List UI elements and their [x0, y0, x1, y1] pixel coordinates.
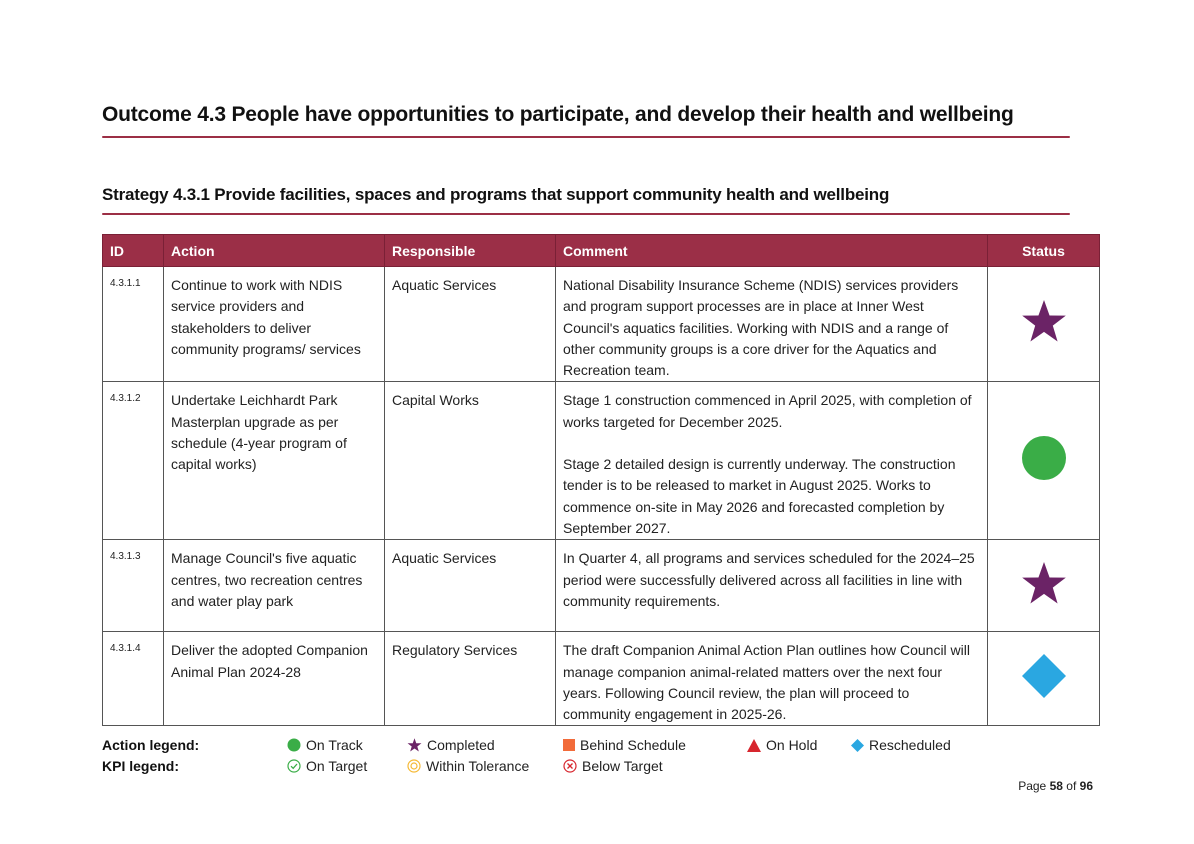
paragraph-spacer — [563, 433, 980, 454]
actions-table — [102, 234, 1100, 726]
diamond-icon — [1021, 653, 1067, 699]
legend-behind-schedule — [563, 737, 686, 753]
legend-rescheduled — [851, 737, 951, 753]
circle-icon — [287, 738, 301, 752]
star-icon — [1021, 299, 1067, 343]
header-id: ID — [103, 235, 164, 267]
strategy-title: Strategy 4.3.1 Provide facilities, spaces and programs that support community health and wellbeing — [102, 185, 890, 204]
header-responsible: Responsible — [385, 235, 556, 267]
row-responsible: Capital Works — [385, 382, 556, 540]
comment-paragraph: National Disability Insurance Scheme (NDIS) services providers and program support processes are in place at Inner West Council's aquatics facilities. Working with NDIS and a range of other community groups is a core driver for the Aquatics and Recreation team. — [563, 277, 959, 379]
row-comment — [556, 382, 988, 540]
diamond-icon — [851, 739, 864, 752]
check-circle-icon — [287, 759, 301, 773]
circle-icon — [1021, 435, 1067, 481]
strategy-title-rule — [102, 213, 1070, 215]
square-icon — [563, 739, 575, 751]
legend-within-tolerance — [407, 758, 529, 774]
page-number — [1018, 779, 1093, 793]
row-status — [988, 382, 1100, 540]
legend-completed — [407, 737, 495, 753]
row-responsible: Aquatic Services — [385, 267, 556, 382]
comment-paragraph: In Quarter 4, all programs and services scheduled for the 2024–25 period were successfully delivered across all facilities in line with community requirements. — [563, 550, 975, 609]
legend-label: Behind Schedule — [580, 737, 686, 753]
page-of: of — [1066, 779, 1077, 793]
target-circle-icon — [407, 759, 421, 773]
row-responsible: Aquatic Services — [385, 540, 556, 632]
row-status — [988, 267, 1100, 382]
kpi-legend — [102, 758, 1002, 778]
legend-label: Within Tolerance — [426, 758, 530, 774]
star-icon — [407, 738, 422, 752]
legend-on-hold — [747, 737, 817, 753]
row-action: Undertake Leichhardt Park Masterplan upgrade as per schedule (4-year program of capital works) — [164, 382, 385, 540]
comment-paragraph: Stage 1 construction commenced in April 2025, with completion of works targeted for December 2025. — [563, 392, 972, 430]
row-id: 4.3.1.1 — [103, 267, 164, 382]
row-id: 4.3.1.3 — [103, 540, 164, 632]
row-id: 4.3.1.4 — [103, 632, 164, 726]
row-responsible: Regulatory Services — [385, 632, 556, 726]
legend-label: Rescheduled — [869, 737, 951, 753]
table-row — [103, 540, 1100, 632]
legend-label: On Track — [306, 737, 363, 753]
row-action: Continue to work with NDIS service providers and stakeholders to deliver community programs/ services — [164, 267, 385, 382]
comment-paragraph: The draft Companion Animal Action Plan outlines how Council will manage companion animal-related matters over the next four years. Following Council review, the plan will proceed to community engagement in 2025-26. — [563, 642, 970, 723]
row-comment — [556, 267, 988, 382]
legend-label: Completed — [427, 737, 495, 753]
triangle-icon — [747, 739, 761, 752]
legend-label: On Target — [306, 758, 368, 774]
table-row — [103, 267, 1100, 382]
row-comment — [556, 632, 988, 726]
row-id: 4.3.1.2 — [103, 382, 164, 540]
outcome-title: Outcome 4.3 People have opportunities to participate, and develop their health and wellbeing — [102, 103, 1014, 126]
comment-paragraph: Stage 2 detailed design is currently underway. The construction tender is to be released to market in August 2025. Works to commence on-site in May 2026 and forecasted completion by September 2027. — [563, 456, 956, 536]
row-status — [988, 540, 1100, 632]
legend-on-target — [287, 758, 367, 774]
legend-on-track — [287, 737, 363, 753]
kpi-legend-title: KPI legend: — [102, 758, 180, 774]
row-comment — [556, 540, 988, 632]
header-comment: Comment — [556, 235, 988, 267]
table-header-row — [103, 235, 1100, 267]
action-legend — [102, 737, 1002, 757]
outcome-title-rule — [102, 136, 1070, 138]
legend-below-target — [563, 758, 663, 774]
row-action: Manage Council's five aquatic centres, two recreation centres and water play park — [164, 540, 385, 632]
table-row — [103, 632, 1100, 726]
table-row — [103, 382, 1100, 540]
header-action: Action — [164, 235, 385, 267]
current-page: 58 — [1049, 779, 1063, 793]
x-circle-icon — [563, 759, 577, 773]
legend-label: Below Target — [582, 758, 663, 774]
total-pages: 96 — [1079, 779, 1093, 793]
row-status — [988, 632, 1100, 726]
star-icon — [1021, 561, 1067, 605]
row-action: Deliver the adopted Companion Animal Plan 2024-28 — [164, 632, 385, 726]
page-prefix: Page — [1018, 779, 1047, 793]
legend-label: On Hold — [766, 737, 818, 753]
action-legend-title: Action legend: — [102, 737, 200, 753]
header-status: Status — [988, 235, 1100, 267]
